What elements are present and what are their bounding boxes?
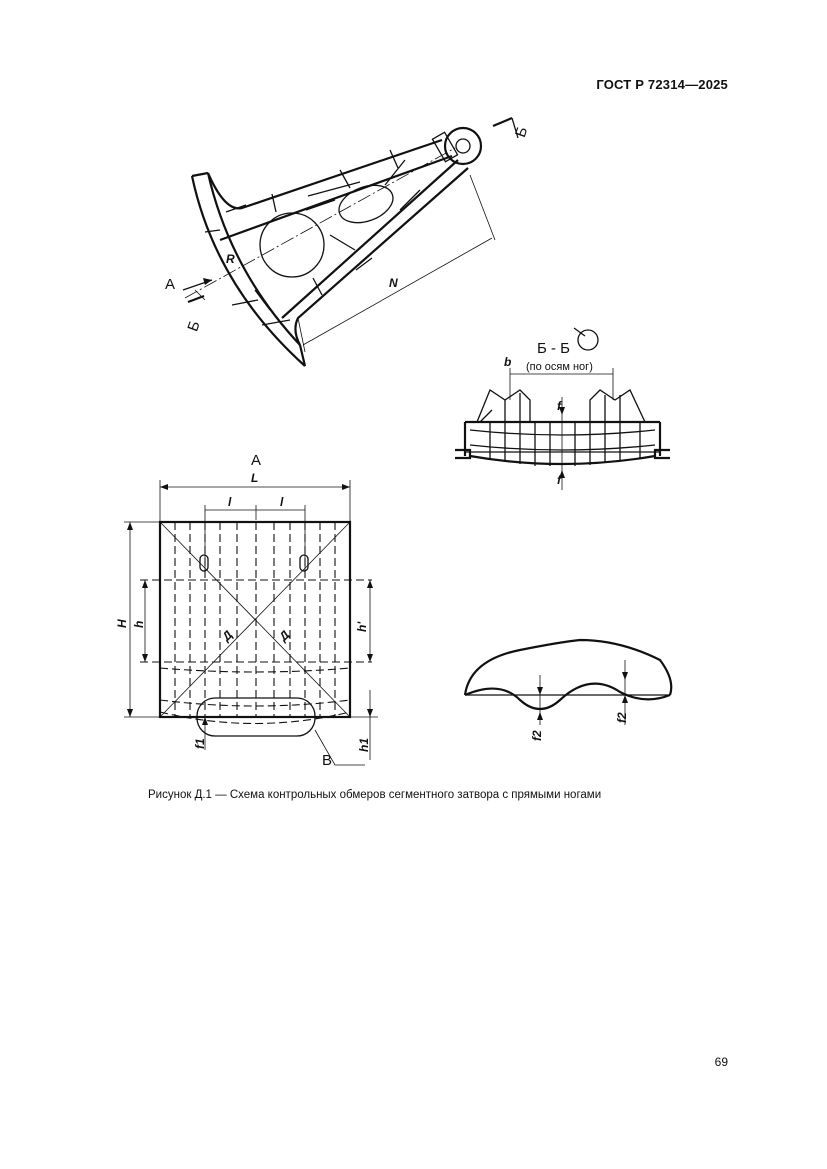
radius-label: R [226, 252, 235, 266]
plan-height-label: H [115, 619, 129, 628]
page-number: 69 [714, 1055, 728, 1069]
plan-title: А [251, 452, 262, 469]
view-arrow-label: А [165, 276, 176, 293]
plan-diag-left: Д [219, 627, 236, 644]
plan-bottom-deflection: f1 [193, 738, 207, 749]
section-title: Б - Б [537, 340, 571, 357]
plan-spacing-left: l [228, 495, 232, 509]
section-subtitle: (по осям ног) [526, 361, 593, 373]
standard-code: ГОСТ Р 72314—2025 [596, 77, 728, 92]
section-deflection-top: f [557, 399, 561, 413]
section-mark-top: Б [512, 124, 532, 140]
plan-bottom-offset: h1 [357, 737, 371, 752]
section-width-label: b [504, 355, 512, 369]
plan-view [115, 452, 378, 769]
plan-callout: В [322, 752, 333, 769]
section-mark-bottom: Б [184, 318, 204, 334]
side-view [165, 118, 531, 366]
plan-spacing-right: l [280, 495, 284, 509]
plan-inner-height-left: h [132, 620, 146, 628]
plan-width-label: L [251, 471, 259, 485]
detail-view [465, 640, 671, 741]
plan-inner-height-right: h' [355, 621, 369, 632]
detail-deflection-right: f2 [615, 712, 629, 723]
section-view [455, 328, 670, 490]
section-deflection-bottom: f [557, 473, 561, 487]
length-label: N [389, 276, 398, 290]
detail-deflection-left: f2 [530, 730, 544, 741]
plan-diag-right: Д [276, 627, 293, 644]
figure-caption: Рисунок Д.1 — Схема контрольных обмеров сегментного затвора с прямыми ногами [148, 789, 602, 801]
